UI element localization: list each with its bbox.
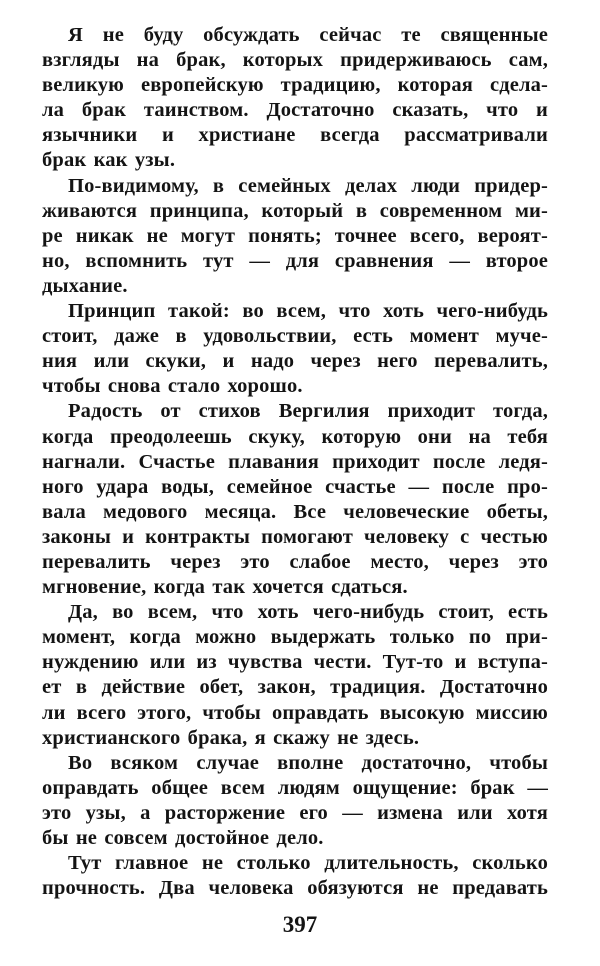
- text-line: живаются принципа, который в современном ми-: [42, 199, 548, 222]
- text-line: чтобы снова стало хорошо.: [42, 375, 303, 398]
- text-line: мгновение, когда так хочется сдаться.: [42, 576, 408, 599]
- text-line: По-видимому, в семейных делах люди придер-: [68, 174, 548, 197]
- text-line: Тут главное не столько длительность, сколько: [68, 852, 548, 875]
- text-line: перевалить через это слабое место, через это: [42, 550, 548, 573]
- paragraph-4: [42, 399, 548, 600]
- text-line: ла брак таинством. Достаточно сказать, что и: [42, 99, 548, 122]
- paragraph-5: [42, 600, 548, 751]
- paragraph-6: [42, 751, 548, 851]
- text-line: ли всего этого, чтобы оправдать высокую миссию: [42, 701, 548, 724]
- text-line: когда преодолеешь скуку, которую они на тебя: [42, 425, 548, 448]
- text-line: дыхание.: [42, 274, 128, 297]
- text-line: оправдать общее всем людям ощущение: брак —: [42, 776, 548, 799]
- paragraph-2: [42, 174, 548, 299]
- text-line: ет в действие обет, закон, традиция. Достаточно: [42, 676, 548, 699]
- text-line: Радость от стихов Вергилия приходит тогда,: [68, 400, 548, 423]
- text-line: Я не буду обсуждать сейчас те священные: [68, 24, 548, 46]
- paragraph-3: [42, 299, 548, 399]
- text-line: Во всяком случае вполне достаточно, чтобы: [68, 751, 548, 774]
- text-line: Да, во всем, что хоть чего-нибудь стоит, есть: [68, 601, 548, 624]
- text-line: ре никак не могут понять; точнее всего, вероят-: [42, 224, 548, 247]
- page-number: 397: [282, 912, 318, 937]
- text-line: бы не совсем достойное дело.: [42, 827, 324, 849]
- text-line: момент, когда можно выдержать только по при-: [42, 626, 548, 649]
- text-line: это узы, а расторжение его — измена или хотя: [42, 801, 548, 824]
- paragraph-7: [42, 851, 548, 901]
- text-line: прочность. Два человека обязуются не предавать: [42, 877, 548, 900]
- text-line: Принцип такой: во всем, что хоть чего-нибудь: [68, 300, 548, 323]
- text-line: нагнали. Счастье плавания приходит после ледя-: [42, 450, 548, 473]
- text-line: законы и контракты помогают человеку с честью: [42, 525, 548, 548]
- text-line: вала медового месяца. Все человеческие обеты,: [42, 500, 548, 523]
- text-line: ного удара воды, семейное счастье — после про-: [42, 475, 548, 498]
- text-line: стоит, даже в удовольствии, есть момент муче-: [42, 325, 548, 348]
- text-line: но, вспомнить тут — для сравнения — второе: [42, 249, 548, 272]
- text-line: нуждению или из чувства чести. Тут-то и вступа-: [42, 651, 548, 674]
- page-body: [42, 23, 548, 901]
- text-line: взгляды на брак, которых придерживаюсь сам,: [42, 49, 548, 72]
- text-line: великую европейскую традицию, которая сдела-: [42, 74, 548, 97]
- text-line: язычники и христиане всегда рассматривали: [42, 124, 548, 147]
- paragraph-1: [42, 23, 548, 174]
- text-line: ния или скуки, и надо через него перевалить,: [42, 350, 548, 373]
- text-line: христианского брака, я скажу не здесь.: [42, 726, 420, 749]
- text-line: брак как узы.: [42, 149, 176, 172]
